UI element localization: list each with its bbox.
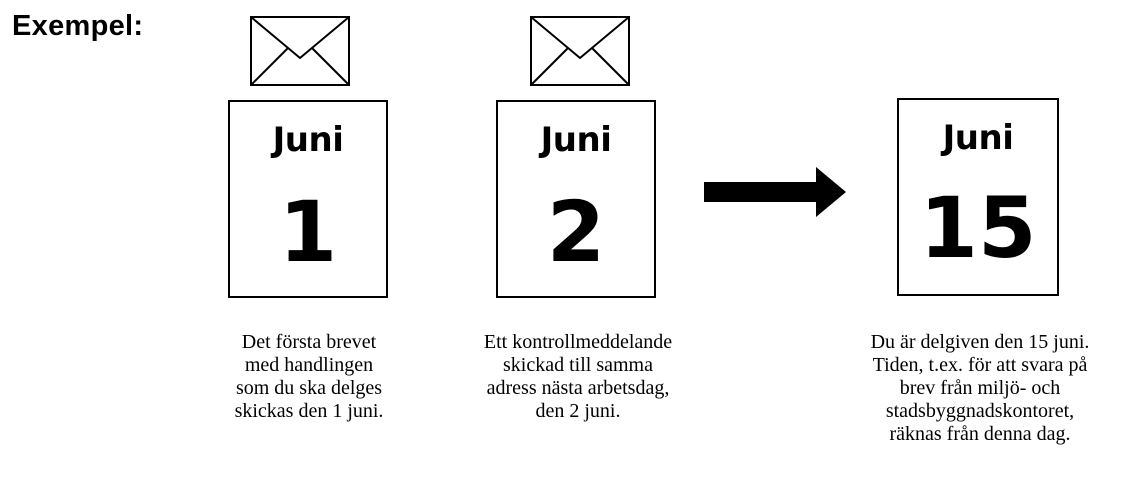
calendar-day: 1 xyxy=(278,183,338,281)
caption-line: Det första brevet xyxy=(241,331,377,353)
calendar-page-15 xyxy=(897,98,1059,296)
calendar-month: Juni xyxy=(540,120,612,160)
caption-line: skickad till samma xyxy=(503,354,653,376)
calendar-day: 2 xyxy=(546,183,606,281)
caption-step-2 xyxy=(444,331,712,423)
caption-line: den 2 juni. xyxy=(535,400,621,422)
example-heading: Exempel: xyxy=(12,10,144,42)
caption-line: skickas den 1 juni. xyxy=(234,400,384,422)
arrow-right-icon xyxy=(704,167,846,217)
envelope-icon xyxy=(530,16,630,86)
caption-line: brev från miljö- och xyxy=(899,377,1061,399)
envelope-icon xyxy=(250,16,350,86)
caption-line: räknas från denna dag. xyxy=(889,423,1071,445)
caption-step-1 xyxy=(180,331,438,423)
caption-line: som du ska delges xyxy=(235,377,383,399)
caption-line: med handlingen xyxy=(244,354,374,376)
calendar-day: 15 xyxy=(919,179,1037,277)
caption-line: adress nästa arbetsdag, xyxy=(486,377,670,399)
caption-line: Tiden, t.ex. för att svara på xyxy=(872,354,1088,376)
calendar-month: Juni xyxy=(272,120,344,160)
caption-step-3 xyxy=(834,331,1126,446)
caption-line: Ett kontrollmeddelande xyxy=(483,331,673,353)
calendar-page-1 xyxy=(228,100,388,298)
caption-line: Du är delgiven den 15 juni. xyxy=(870,331,1090,353)
calendar-month: Juni xyxy=(942,118,1014,158)
calendar-page-2 xyxy=(496,100,656,298)
caption-line: stadsbyggnadskontoret, xyxy=(885,400,1075,422)
